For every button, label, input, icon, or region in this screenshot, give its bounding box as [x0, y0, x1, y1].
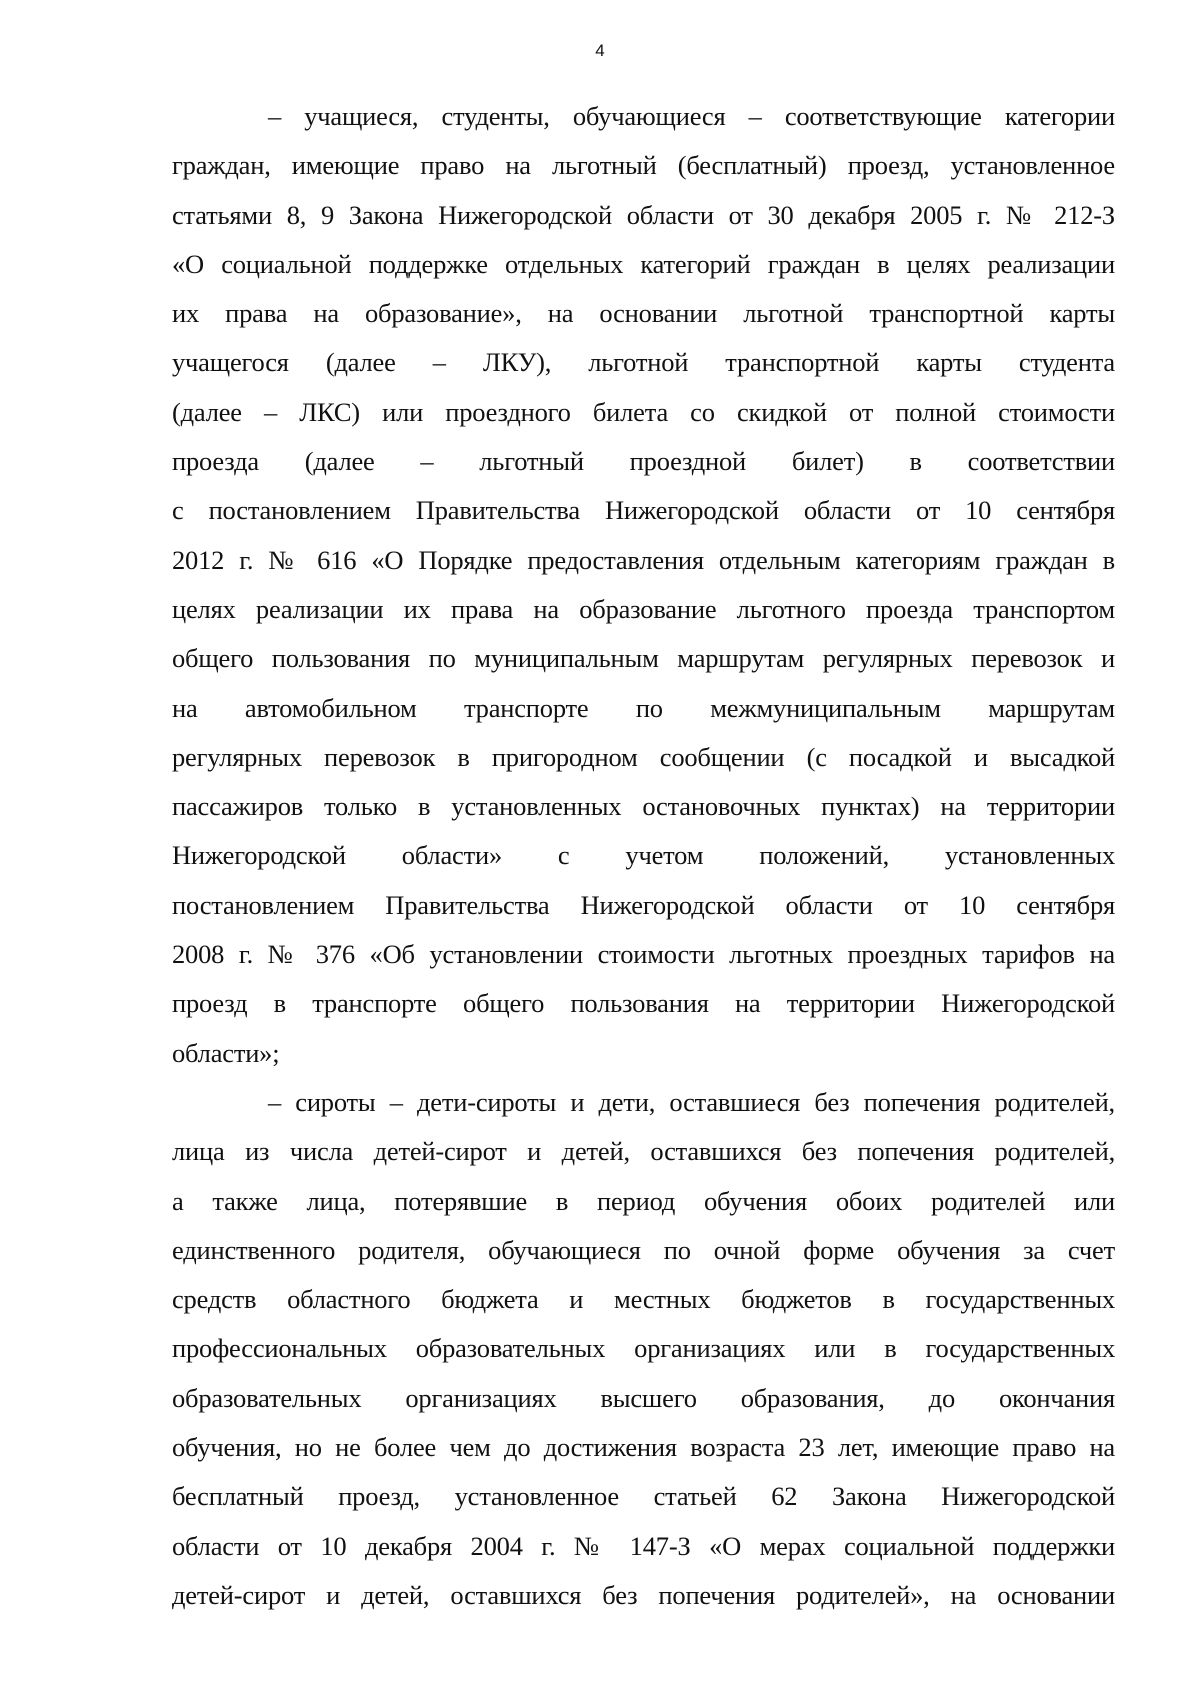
text-line: постановлением Правительства Нижегородской области от 10 сентября — [172, 889, 1115, 920]
text-line: средств областного бюджета и местных бюджетов в государственных — [172, 1284, 1115, 1315]
page-number: 4 — [595, 41, 605, 60]
text-line: «О социальной поддержке отдельных категорий граждан в целях реализации — [172, 248, 1115, 279]
paragraph-orphans — [172, 1078, 1115, 1620]
text-line: на автомобильном транспорте по межмуниципальным маршрутам — [172, 692, 1115, 723]
text-line: лица из числа детей-сирот и детей, оставшихся без попечения родителей, — [172, 1136, 1115, 1167]
text-line: граждан, имеющие право на льготный (бесплатный) проезд, установленное — [172, 150, 1115, 181]
paragraph-students — [172, 92, 1115, 1078]
text-line: образовательных организациях высшего образования, до окончания — [172, 1382, 1115, 1413]
text-line: с постановлением Правительства Нижегородской области от 10 сентября — [172, 495, 1115, 526]
text-line: детей-сирот и детей, оставшихся без попечения родителей», на основании — [172, 1579, 1115, 1610]
text-line: профессиональных образовательных организациях или в государственных — [172, 1333, 1115, 1364]
text-line: статьями 8, 9 Закона Нижегородской области от 30 декабря 2005 г. № 212-З — [172, 199, 1115, 230]
text-line: области»; — [172, 1037, 280, 1068]
text-line: проезда (далее – льготный проездной билет) в соответствии — [172, 446, 1115, 477]
text-line: проезд в транспорте общего пользования на территории Нижегородской — [172, 988, 1115, 1019]
document-body — [172, 92, 1115, 1620]
text-line: целях реализации их права на образование льготного проезда транспортом — [172, 593, 1115, 624]
text-line: 2008 г. № 376 «Об установлении стоимости льготных проездных тарифов на — [172, 939, 1115, 970]
text-line: а также лица, потерявшие в период обучения обоих родителей или — [172, 1185, 1115, 1216]
text-line: единственного родителя, обучающиеся по очной форме обучения за счет — [172, 1234, 1115, 1265]
text-line: Нижегородской области» с учетом положений, установленных — [172, 840, 1115, 871]
text-line: пассажиров только в установленных остановочных пунктах) на территории — [172, 791, 1115, 822]
text-line: (далее – ЛКС) или проездного билета со скидкой от полной стоимости — [172, 396, 1115, 427]
text-line: 2012 г. № 616 «О Порядке предоставления отдельным категориям граждан в — [172, 544, 1115, 575]
text-line: обучения, но не более чем до достижения возраста 23 лет, имеющие право на — [172, 1432, 1115, 1463]
text-line: – учащиеся, студенты, обучающиеся – соответствующие категории — [268, 101, 1115, 131]
text-line: их права на образование», на основании льготной транспортной карты — [172, 298, 1115, 329]
text-line: области от 10 декабря 2004 г. № 147-З «О мерах социальной поддержки — [172, 1530, 1115, 1561]
text-line: бесплатный проезд, установленное статьей 62 Закона Нижегородской — [172, 1481, 1115, 1512]
text-line: общего пользования по муниципальным маршрутам регулярных перевозок и — [172, 643, 1115, 674]
text-line: учащегося (далее – ЛКУ), льготной транспортной карты студента — [172, 347, 1115, 378]
text-line: – сироты – дети-сироты и дети, оставшиеся без попечения родителей, — [268, 1086, 1115, 1117]
text-line: регулярных перевозок в пригородном сообщении (с посадкой и высадкой — [172, 741, 1115, 772]
